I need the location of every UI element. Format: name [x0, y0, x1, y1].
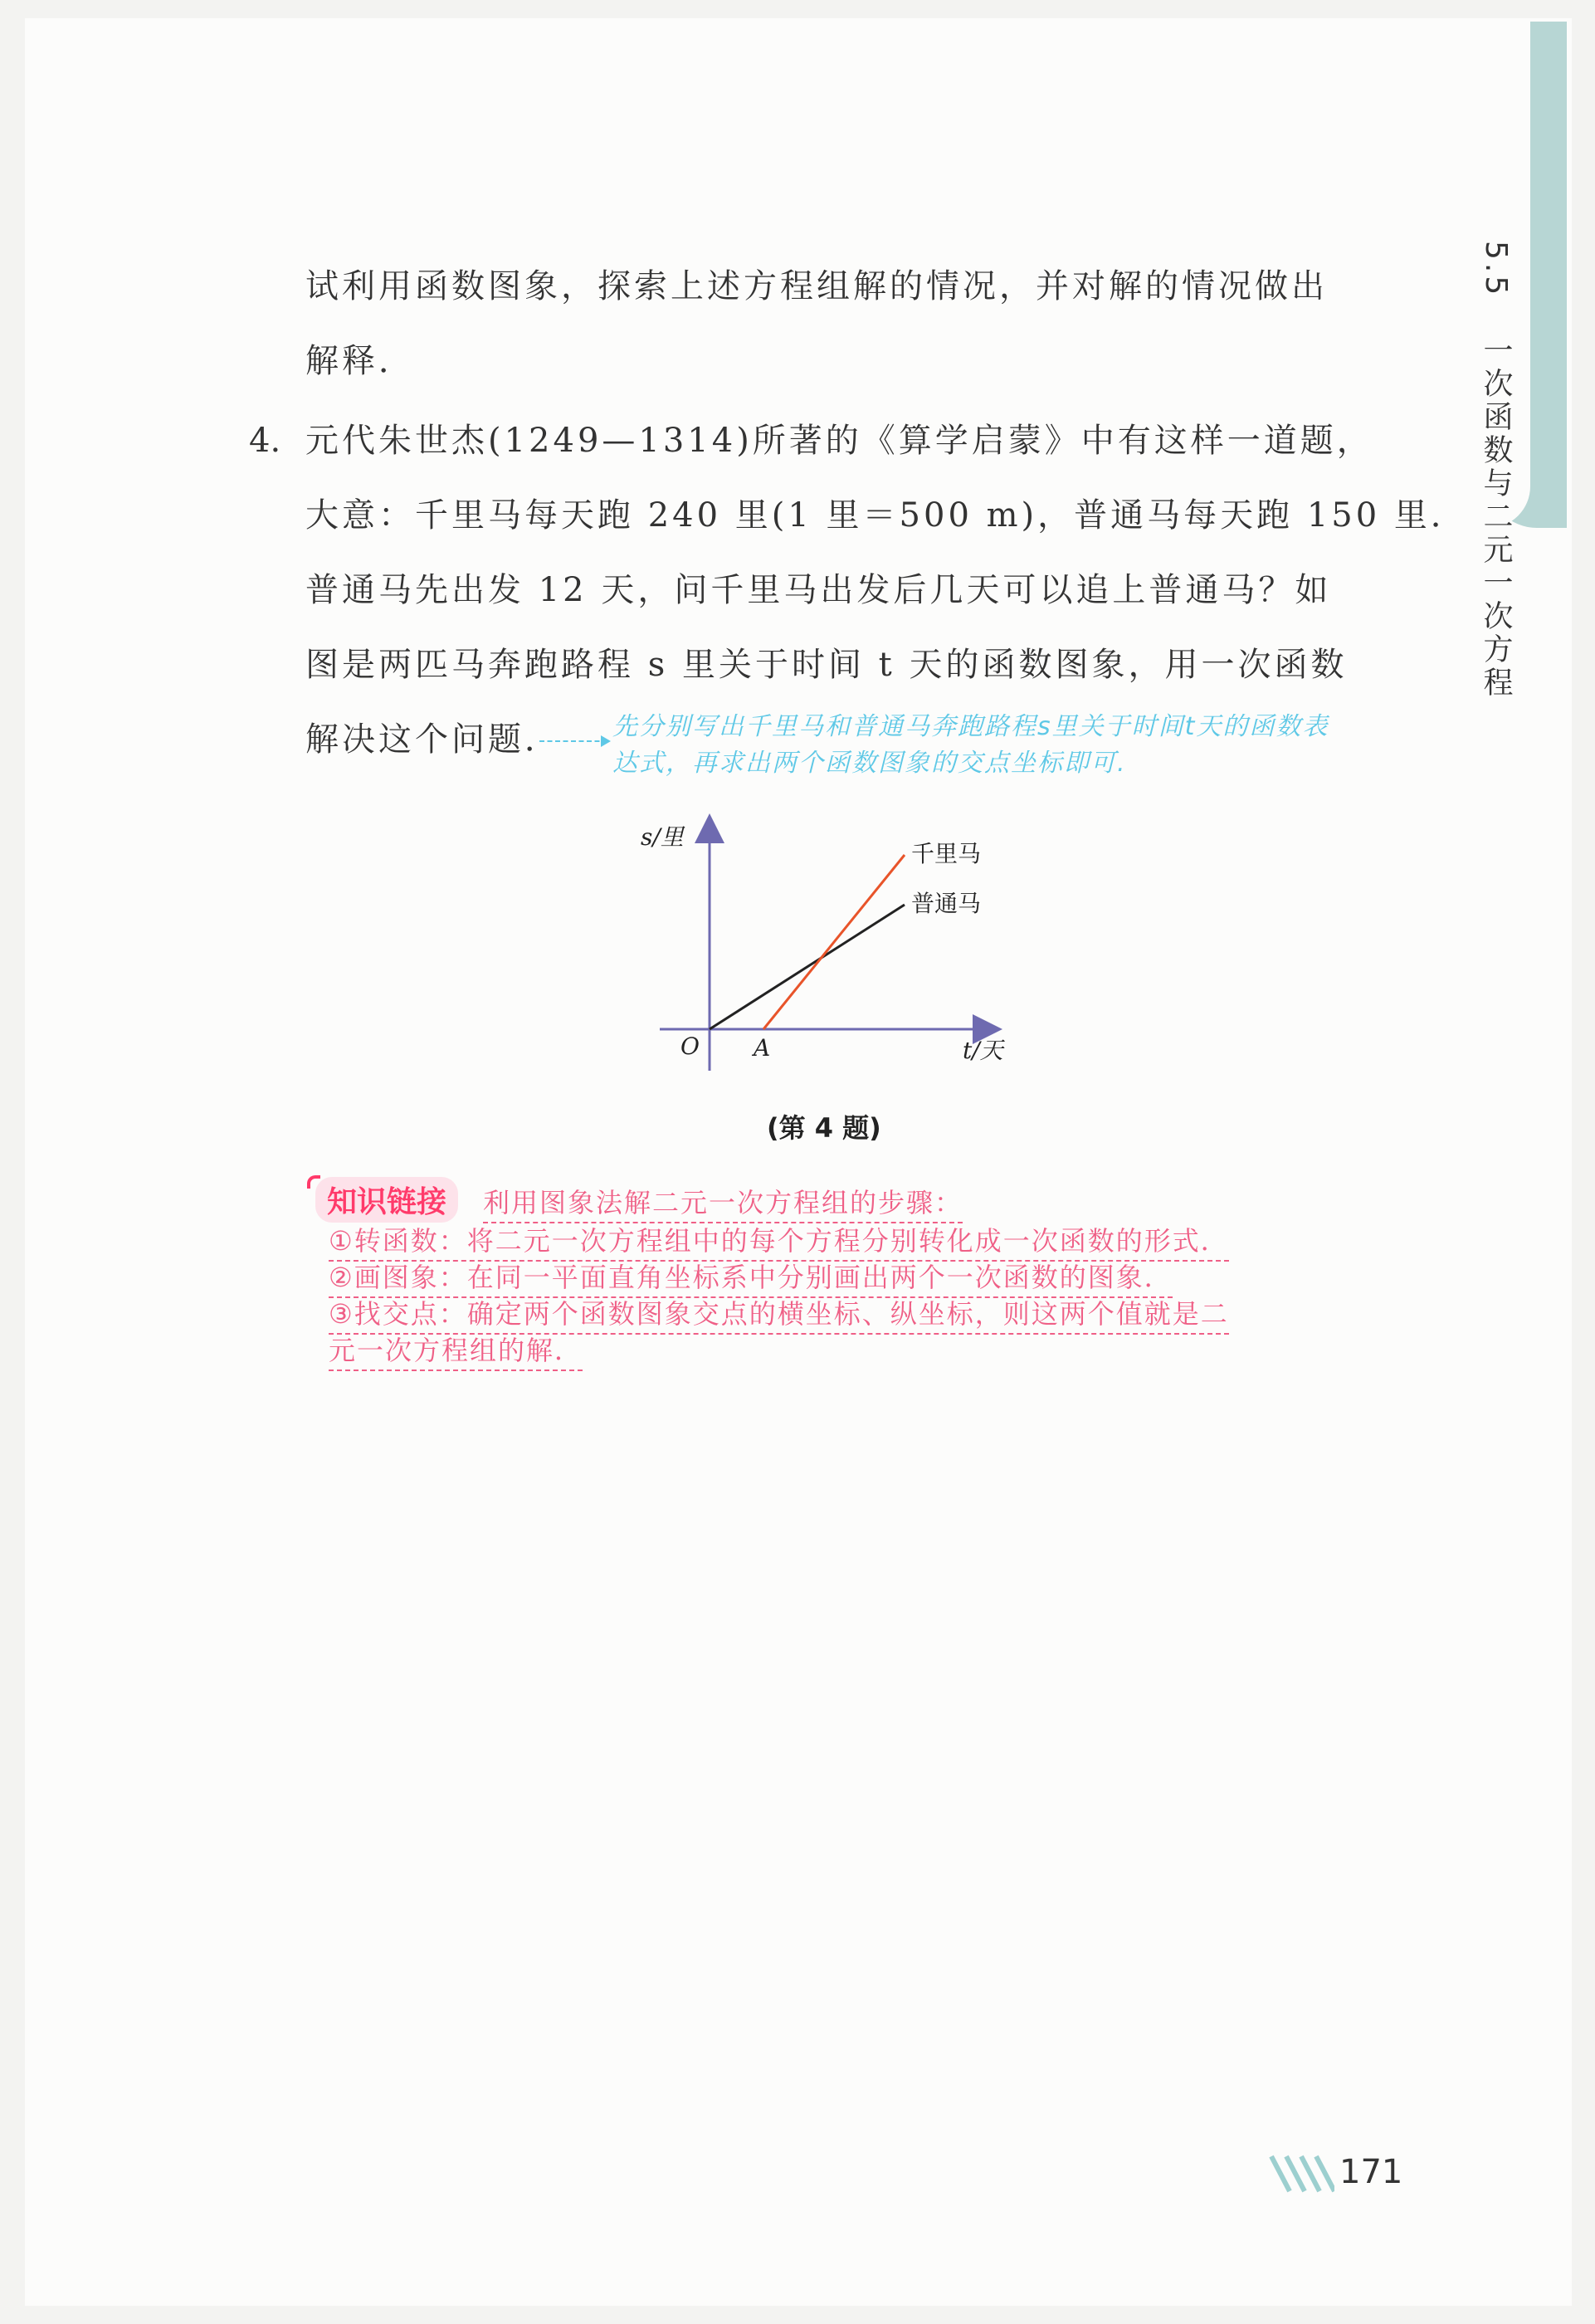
- problem-line: 元代朱世杰(1249—1314)所著的《算学启蒙》中有这样一道题，: [305, 422, 1373, 460]
- note-line-2: 达式，再求出两个函数图象的交点坐标即可.: [612, 749, 1127, 778]
- function-graph: [631, 813, 1029, 1079]
- x-axis-label: t/天: [963, 1037, 1003, 1064]
- problem-line: 大意：千里马每天跑 240 里(1 里＝500 m)，普通马每天跑 150 里．: [305, 496, 1467, 535]
- chapter-number: 5.5: [1479, 241, 1513, 299]
- intro-line-1: 试利用函数图象，探索上述方程组解的情况，并对解的情况做出: [305, 267, 1328, 305]
- fast-horse-line: [763, 855, 905, 1029]
- problem-line: 普通马先出发 12 天，问千里马出发后几天可以追上普通马？如: [305, 571, 1332, 609]
- knowledge-step: 元一次方程组的解．: [329, 1330, 583, 1371]
- y-axis-label: s/里: [641, 823, 684, 851]
- note-arrow: [539, 740, 607, 744]
- origin-label: O: [680, 1033, 700, 1060]
- problem-line: 图是两匹马奔跑路程 s 里关于时间 t 天的函数图象，用一次函数: [305, 646, 1348, 684]
- knowledge-step: ①转函数：将二元一次方程组中的每个方程分别转化成一次函数的形式．: [329, 1220, 1229, 1262]
- knowledge-link-title: 知识链接: [315, 1177, 458, 1223]
- note-line-1: 先分别写出千里马和普通马奔跑路程s里关于时间t天的函数表: [612, 712, 1329, 741]
- knowledge-link-heading: 利用图象法解二元一次方程组的步骤：: [483, 1182, 963, 1223]
- problem-number: 4.: [249, 422, 281, 460]
- chapter-title: 一次函数与二元一次方程: [1479, 334, 1513, 700]
- page-number-decoration: [1268, 2155, 1334, 2193]
- normal-horse-label: 普通马: [911, 890, 982, 917]
- figure-caption: (第 4 题): [767, 1112, 881, 1144]
- knowledge-step: ③找交点：确定两个函数图象交点的横坐标、纵坐标，则这两个值就是二: [329, 1293, 1229, 1335]
- page-number: 171: [1339, 2153, 1403, 2191]
- fast-horse-label: 千里马: [911, 840, 982, 867]
- point-a-label: A: [754, 1034, 771, 1062]
- knowledge-step: ②画图象：在同一平面直角坐标系中分别画出两个一次函数的图象．: [329, 1257, 1173, 1298]
- problem-line: 解决这个问题．: [305, 720, 561, 759]
- intro-line-2: 解释．: [305, 342, 415, 380]
- chapter-heading: [1475, 241, 1517, 700]
- normal-horse-line: [710, 905, 905, 1029]
- textbook-page: [25, 18, 1572, 2306]
- handwritten-note: [612, 709, 1451, 782]
